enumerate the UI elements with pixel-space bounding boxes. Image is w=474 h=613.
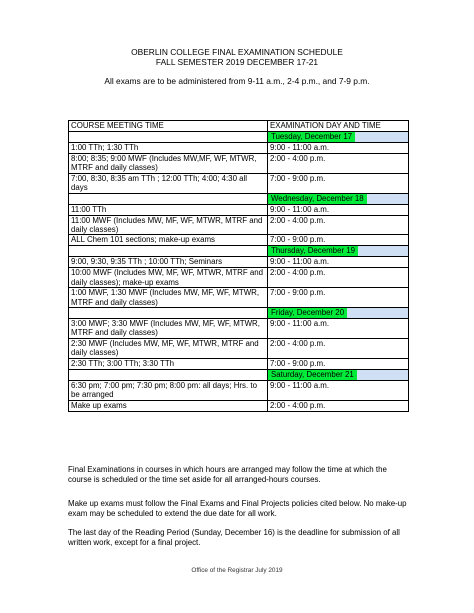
day-cell xyxy=(268,246,409,257)
exam-time-cell: 2:00 - 4:00 p.m. xyxy=(268,268,409,288)
exam-day-label: Friday, December 20 xyxy=(268,308,347,318)
header-course-meeting-time: COURSE MEETING TIME xyxy=(69,121,268,132)
table-row xyxy=(69,288,409,308)
exam-time-cell: 2:00 - 4:00 p.m. xyxy=(268,400,409,411)
title-line-2: FALL SEMESTER 2019 DECEMBER 17-21 xyxy=(155,57,319,67)
day-fill xyxy=(367,194,408,204)
table-row xyxy=(69,358,409,369)
course-meeting-time-cell: ALL Chem 101 sections; make-up exams xyxy=(69,235,268,246)
course-meeting-time-cell: 11:00 MWF (Includes MW, MF, WF, MTWR, MTRF and daily classes) xyxy=(69,215,268,235)
course-meeting-time-cell: 10:00 MWF (Includes MW, MF, WF, MTWR, MTRF and daily classes); make-up exams xyxy=(69,268,268,288)
exam-time-cell: 7:00 - 9:00 p.m. xyxy=(268,358,409,369)
exam-time-cell: 9:00 - 11:00 a.m. xyxy=(268,380,409,400)
note-arranged-hours: Final Examinations in courses in which hours are arranged may follow the time at which the course is scheduled or the time set aside for all arranged-hours courses. xyxy=(68,465,387,484)
exam-schedule-table xyxy=(68,120,409,412)
day-cell xyxy=(268,369,409,380)
course-meeting-time-cell: 7:00, 8:30, 8:35 am TTh ; 12:00 TTh; 4:00; 4:30 all days xyxy=(69,173,268,193)
exam-time-cell: 7:00 - 9:00 p.m. xyxy=(268,235,409,246)
day-fill xyxy=(347,308,408,318)
course-meeting-time-cell: Make up exams xyxy=(69,400,268,411)
course-meeting-time-cell: 2:30 TTh; 3:00 TTh; 3:30 TTh xyxy=(69,358,268,369)
exam-day-label: Wednesday, December 18 xyxy=(268,194,367,204)
table-row xyxy=(69,380,409,400)
day-row xyxy=(69,369,409,380)
day-row xyxy=(69,246,409,257)
exam-time-cell: 2:00 - 4:00 p.m. xyxy=(268,215,409,235)
course-meeting-time-cell: 11:00 TTh xyxy=(69,204,268,215)
course-meeting-time-cell: 9:00, 9:30, 9:35 TTh ; 10:00 TTh; Seminars xyxy=(69,257,268,268)
day-row-spacer xyxy=(69,132,268,143)
note-make-up-exams: Make up exams must follow the Final Exams and Final Projects policies cited below. No make-up exam may be scheduled to extend the due date for all work. xyxy=(68,499,407,518)
day-row-spacer xyxy=(69,369,268,380)
day-row-spacer xyxy=(69,246,268,257)
day-cell xyxy=(268,132,409,143)
footer-registrar: Office of the Registrar July 2019 xyxy=(191,567,283,574)
day-row-spacer xyxy=(69,193,268,204)
table-row xyxy=(69,338,409,358)
table-row xyxy=(69,143,409,154)
exam-time-cell: 7:00 - 9:00 p.m. xyxy=(268,173,409,193)
exam-time-cell: 9:00 - 11:00 a.m. xyxy=(268,204,409,215)
course-meeting-time-cell: 6:30 pm; 7:00 pm; 7:30 pm; 8:00 pm: all days; Hrs. to be arranged xyxy=(69,380,268,400)
table-row xyxy=(69,204,409,215)
course-meeting-time-cell: 1:00 TTh; 1:30 TTh xyxy=(69,143,268,154)
exam-time-cell: 9:00 - 11:00 a.m. xyxy=(268,143,409,154)
exam-time-cell: 2:00 - 4:00 p.m. xyxy=(268,338,409,358)
table-row xyxy=(69,173,409,193)
table-row xyxy=(69,154,409,174)
table-row xyxy=(69,235,409,246)
course-meeting-time-cell: 3:00 MWF; 3:30 MWF (Includes MW, MF, WF, MTWR, MTRF and daily classes) xyxy=(69,319,268,339)
day-row xyxy=(69,132,409,143)
exam-day-label: Tuesday, December 17 xyxy=(268,132,355,142)
day-cell xyxy=(268,308,409,319)
table-row xyxy=(69,319,409,339)
note-reading-period: The last day of the Reading Period (Sunday, December 16) is the deadline for submission of all written work, except for a final project. xyxy=(68,528,400,547)
table-row xyxy=(69,268,409,288)
intro-text: All exams are to be administered from 9-11 a.m., 2-4 p.m., and 7-9 p.m. xyxy=(104,76,370,86)
day-row xyxy=(69,308,409,319)
day-cell xyxy=(268,193,409,204)
table-row xyxy=(69,400,409,411)
exam-day-label: Saturday, December 21 xyxy=(268,370,357,380)
header-exam-day-time: EXAMINATION DAY AND TIME xyxy=(268,121,409,132)
exam-time-cell: 9:00 - 11:00 a.m. xyxy=(268,257,409,268)
table-row xyxy=(69,215,409,235)
exam-day-label: Thursday, December 19 xyxy=(268,246,358,256)
day-row xyxy=(69,193,409,204)
exam-time-cell: 2:00 - 4:00 p.m. xyxy=(268,154,409,174)
title-line-1: OBERLIN COLLEGE FINAL EXAMINATION SCHEDULE xyxy=(131,47,343,57)
exam-time-cell: 9:00 - 11:00 a.m. xyxy=(268,319,409,339)
course-meeting-time-cell: 8:00; 8:35; 9:00 MWF (Includes MW,MF, WF, MTWR, MTRF and daily classes) xyxy=(69,154,268,174)
day-row-spacer xyxy=(69,308,268,319)
course-meeting-time-cell: 1:00 MWF, 1:30 MWF (Includes MW, MF, WF, MTWR, MTRF and daily classes) xyxy=(69,288,268,308)
day-fill xyxy=(357,370,408,380)
day-fill xyxy=(358,246,408,256)
table-header-row xyxy=(69,121,409,132)
day-fill xyxy=(355,132,408,142)
exam-time-cell: 7:00 - 9:00 p.m. xyxy=(268,288,409,308)
course-meeting-time-cell: 2:30 MWF (Includes MW, MF, WF, MTWR, MTRF and daily classes) xyxy=(69,338,268,358)
table-row xyxy=(69,257,409,268)
